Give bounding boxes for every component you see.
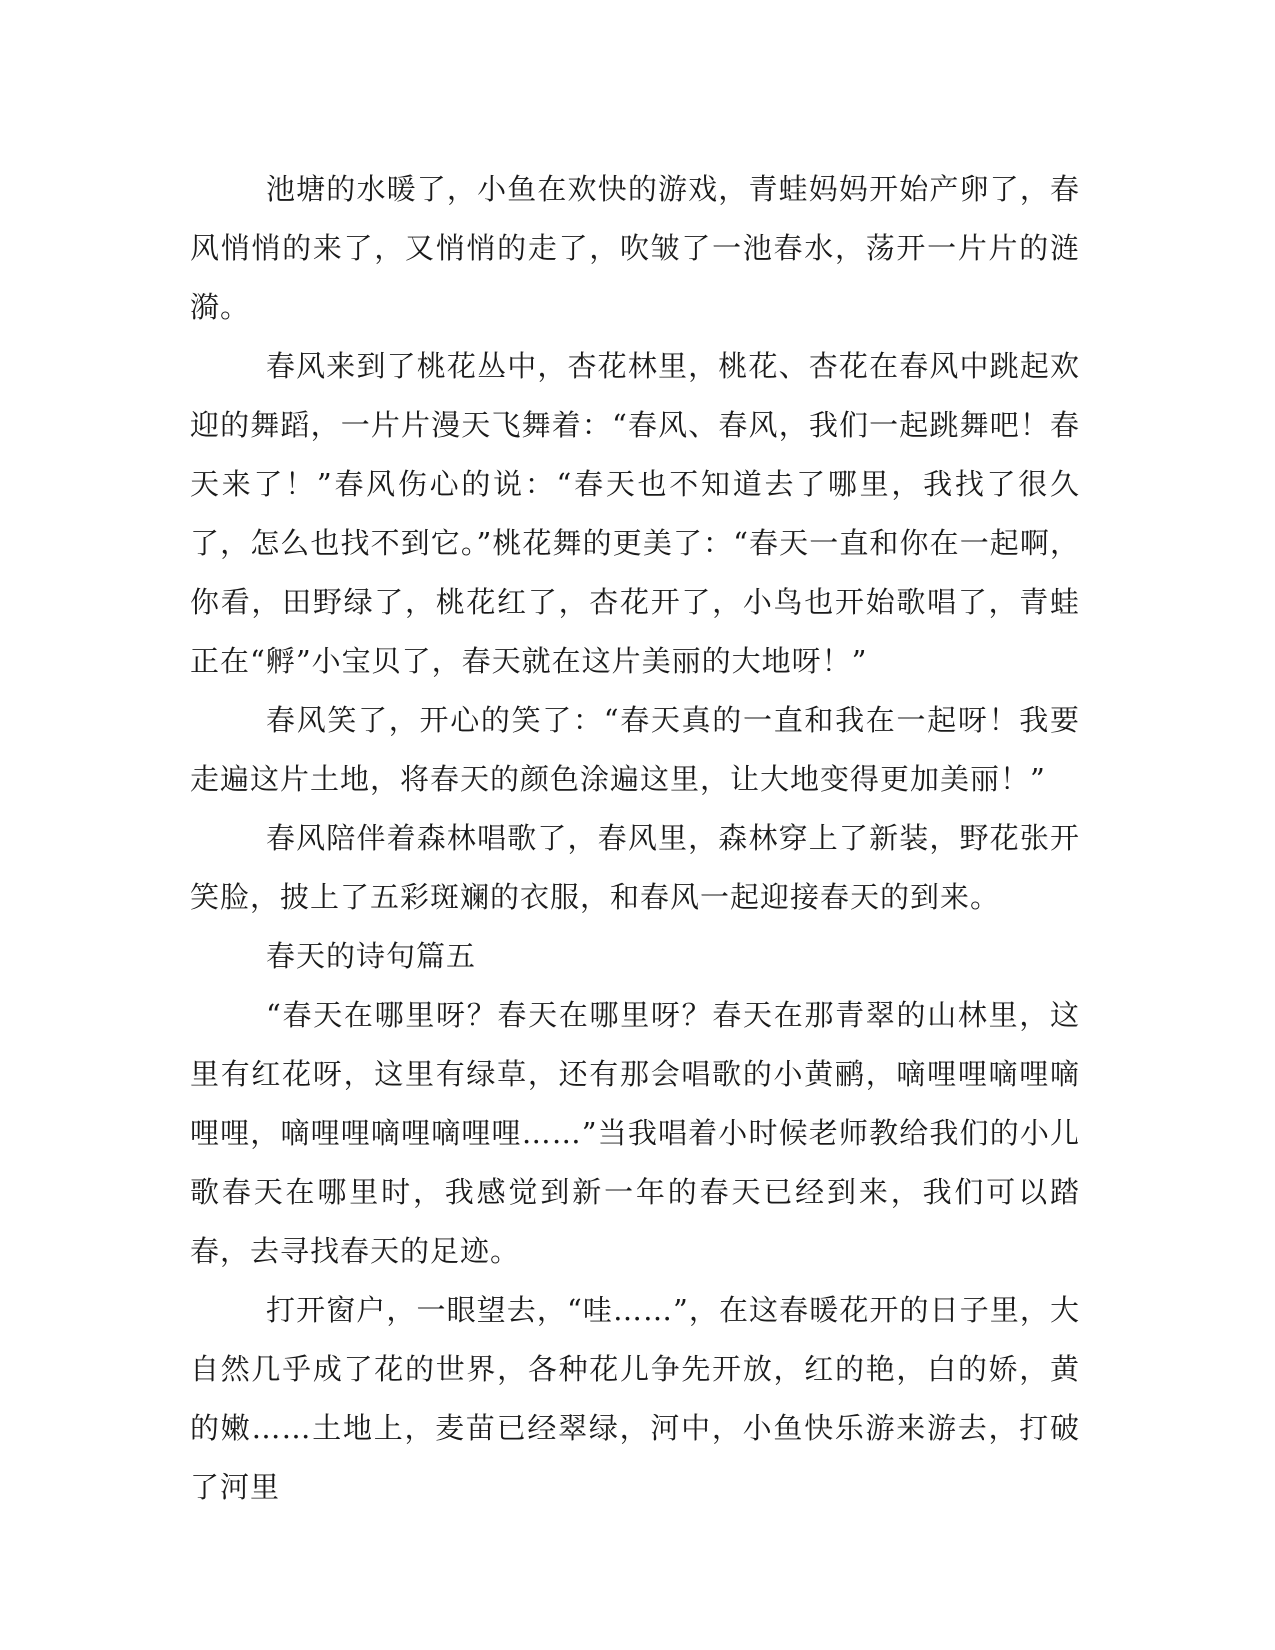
paragraph-pond: 池塘的水暖了，小鱼在欢快的游戏，青蛙妈妈开始产卵了，春风悄悄的来了，又悄悄的走了，吹皱了一池春水，荡开一片片的涟漪。 xyxy=(190,172,1080,324)
section-heading: 春天的诗句篇五 xyxy=(266,939,477,973)
paragraph-spring-wind-laughs: 春风笑了，开心的笑了：“春天真的一直和我在一起呀！我要走遍这片土地，将春天的颜色涂遍这里，让大地变得更加美丽！” xyxy=(190,703,1080,796)
paragraph-window: 打开窗户，一眼望去，“哇……”，在这春暖花开的日子里，大自然几乎成了花的世界，各种花儿争先开放，红的艳，白的娇，黄的嫩……土地上，麦苗已经翠绿，河中，小鱼快乐游来游去，打破了河里 xyxy=(190,1293,1080,1504)
paragraph-peach-blossom: 春风来到了桃花丛中，杏花林里，桃花、杏花在春风中跳起欢迎的舞蹈，一片片漫天飞舞着：“春风、春风，我们一起跳舞吧！春天来了！”春风伤心的说：“春天也不知道去了哪里，我找了很久了，怎么也找不到它。”桃花舞的更美了：“春天一直和你在一起啊，你看，田野绿了，桃花红了，杏花开了，小鸟也开始歌唱了，青蛙正在“孵”小宝贝了，春天就在这片美丽的大地呀！” xyxy=(190,349,1080,678)
paragraph-song: “春天在哪里呀？春天在哪里呀？春天在那青翠的山林里，这里有红花呀，这里有绿草，还有那会唱歌的小黄鹂，嘀哩哩嘀哩嘀哩哩，嘀哩哩嘀哩嘀哩哩……”当我唱着小时候老师教给我们的小儿歌春天在哪里时，我感觉到新一年的春天已经到来，我们可以踏春，去寻找春天的足迹。 xyxy=(190,998,1080,1268)
document-body xyxy=(190,160,1080,1517)
paragraph-forest: 春风陪伴着森林唱歌了，春风里，森林穿上了新装，野花张开笑脸，披上了五彩斑斓的衣服，和春风一起迎接春天的到来。 xyxy=(190,821,1080,914)
